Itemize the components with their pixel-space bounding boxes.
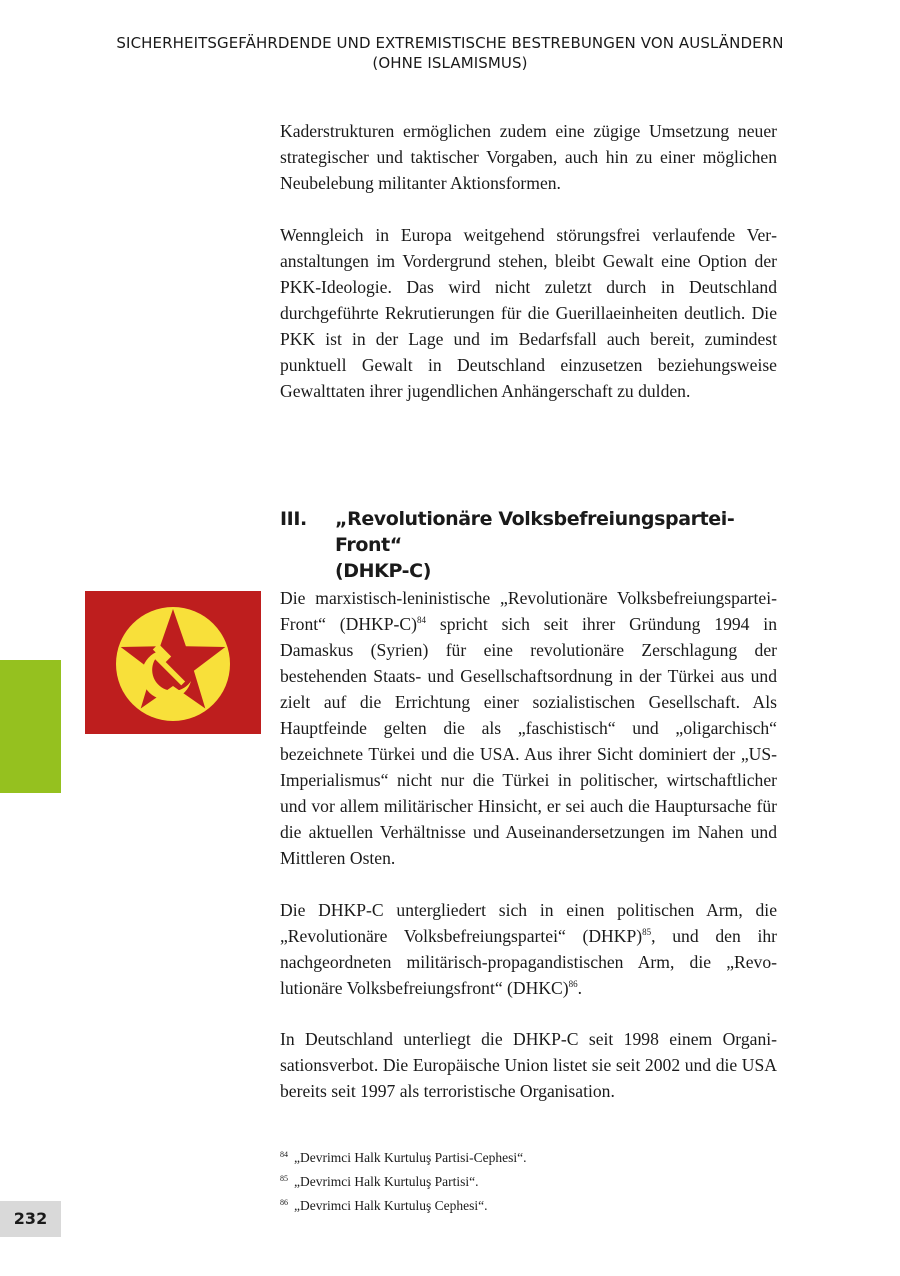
paragraph-cadre-structures (280, 118, 777, 196)
dhkp-c-flag-image (85, 591, 261, 734)
footnote-ref-86[interactable]: 86 (568, 979, 578, 989)
paragraph-organisation-ban (280, 1026, 777, 1104)
paragraph-5-text: In Deutschland unterliegt die DHKP-C seit 1998 einem Organisationsverbot. Die Europäische Union listet sie seit 2002 und die USA bereits seit 1997 als terroristische Organisation. (280, 1029, 777, 1101)
page-number: 232 (0, 1201, 61, 1237)
paragraph-dhkp-c-structure (280, 897, 777, 1001)
paragraph-2-text: Wenngleich in Europa weitgehend störungsfrei verlaufende Veranstaltungen im Vordergrund stehen, bleibt Gewalt eine Option der PKK-Ideologie. Das wird nicht zuletzt durch in Deutschland durchgeführte Rekrutierungen für die Guerillaeinheiten deutlich. Die PKK ist in der Lage und im Bedarfsfall auch bereit, zumindest punktuell Gewalt in Deutschland einzusetzen beziehungsweise Gewalttaten ihrer jugendlichen Anhängerschaft zu dulden. (280, 225, 777, 401)
footnote-ref-84[interactable]: 84 (417, 615, 426, 625)
footnote-ref-85[interactable]: 85 (642, 927, 652, 937)
paragraph-violence-option (280, 222, 777, 404)
chapter-color-tab (0, 660, 61, 793)
footnote-85: 85 „Devrimci Halk Kurtuluş Partisi“. (280, 1174, 479, 1189)
footnote-84: 84 „Devrimci Halk Kurtuluş Partisi-Cephesi“. (280, 1150, 527, 1165)
section-number: III. (280, 508, 307, 530)
running-header (0, 33, 900, 73)
paragraph-4-text: Die DHKP-C untergliedert sich in einen politischen Arm, die „Revolutionäre Volksbefreiungspartei“ (DHKP)$^{85}$, und den ihr nachgeordneten militärisch-propagandistischen Arm, die „Revolutionäre Volksbefreiungsfront“ (DHKC)$^{86}$. (280, 900, 777, 998)
paragraph-1-text: Kaderstrukturen ermöglichen zudem eine zügige Umsetzung neuer strategischer und taktischer Vorgaben, auch hin zu einer möglichen Neubelebung militanter Aktionsformen. (280, 121, 777, 193)
running-header-line-1: SICHERHEITSGEFÄHRDENDE UND EXTREMISTISCHE BESTREBUNGEN VON AUSLÄNDERN (116, 34, 784, 52)
section-heading (280, 506, 800, 584)
section-title-line-2: (DHKP-C) (335, 560, 431, 582)
section-title-line-1: „Revolutionäre Volksbefreiungspartei-Front“ (335, 508, 735, 556)
paragraph-dhkp-c-ideology (280, 585, 777, 871)
running-header-line-2: (OHNE ISLAMISMUS) (372, 54, 528, 72)
footnote-86: 86 „Devrimci Halk Kurtuluş Cephesi“. (280, 1198, 488, 1213)
footnotes (280, 1144, 777, 1216)
paragraph-3-text: Die marxistisch-leninistische „Revolutionäre Volksbefreiungspartei-Front“ (DHKP-C)$^{84}$ spricht sich seit ihrer Gründung 1994 in Damaskus (Syrien) für eine revolutionäre Zerschlagung der bestehenden Staats- und Gesellschaftsordnung in der Türkei aus und zielt auf die Errichtung einer sozialistischen Gesellschaft. Als Hauptfeinde gelten die als „faschistisch“ und „oligarchisch“ bezeichnete Türkei und die USA. Aus ihrer Sicht dominiert der „US-Imperialismus“ nicht nur die Türkei in politischer, wirtschaftlicher und vor allem militärischer Hinsicht, er sei auch die Hauptursache für die aktuellen Verhältnisse und Auseinandersetzungen im Nahen und Mittleren Osten. (280, 588, 777, 868)
